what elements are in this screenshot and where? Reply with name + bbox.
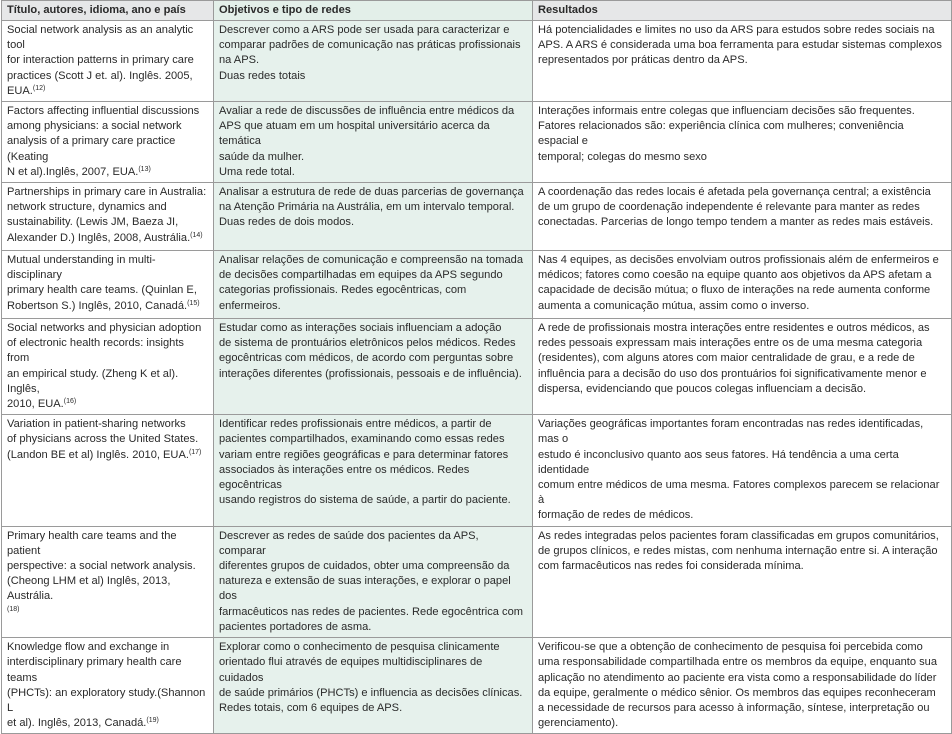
header-row (2, 1, 952, 21)
objectives-text: Descrever como a ARS pode ser usada para caracterizar e comparar padrões de comunicação nas práticas profissionais na APS. Duas redes totais (219, 24, 521, 82)
results-cell (533, 21, 952, 102)
reference-number: (17) (188, 448, 202, 456)
objectives-cell (214, 415, 533, 526)
reference-number: (18) (7, 605, 20, 613)
study-title-cell (2, 415, 214, 526)
results-cell (533, 415, 952, 526)
column-header-objectives: Objetivos e tipo de redes (214, 1, 533, 21)
reference-number: (13) (138, 165, 151, 173)
study-title-text: Factors affecting influential discussions among physicians: a social network analysis of a primary care practice (Keating N et al).Inglês, 2007, EUA. (7, 105, 200, 178)
study-title-cell (2, 319, 214, 415)
objectives-cell (214, 319, 533, 415)
results-text: Interações informais entre colegas que influenciam decisões são frequentes. Fatores relacionados são: experiência clínica com mulheres; conveniência espacial e temporal; colegas do mesmo sexo (538, 105, 915, 163)
results-cell (533, 638, 952, 734)
reference-number: (19) (146, 717, 159, 725)
results-cell (533, 526, 952, 637)
reference-number: (15) (187, 299, 200, 307)
objectives-text: Analisar relações de comunicação e compreensão na tomada de decisões compartilhadas em equipes da APS segundo categorias profissionais. Redes egocêntricas, com enfermeiros. (219, 254, 524, 312)
study-title-text: Social network analysis as an analytic tool for interaction patterns in primary care practices (Scott J et. al). Inglês. 2005, EUA. (7, 24, 194, 97)
study-title (7, 529, 209, 620)
results-text: Variações geográficas importantes foram encontradas nas redes identificadas, mas o estudo é inconclusivo quanto aos seus fatores. Há tendência a uma certa identidade comum entre médicos de uma mesma. Fatores complexos parecem se relacionar à formação de redes de médicos. (538, 418, 940, 522)
study-title-cell (2, 183, 214, 251)
table-row (2, 21, 952, 102)
table-row (2, 415, 952, 526)
results-cell (533, 102, 952, 183)
results-text: Nas 4 equipes, as decisões envolviam outros profissionais além de enfermeiros e médicos; fatores como coesão na equipe quanto aos objetivos da APS afetam a capacidade de decisão mútua; o fluxo de interações na rede aumenta conforme aumenta a comunicação mútua, assim como o inverso. (538, 254, 939, 312)
study-title-cell (2, 638, 214, 734)
column-header-results: Resultados (533, 1, 952, 21)
objectives-cell (214, 102, 533, 183)
results-cell (533, 319, 952, 415)
study-title (7, 640, 209, 731)
table-row (2, 526, 952, 637)
results-text: A rede de profissionais mostra interações entre residentes e outros médicos, as redes pessoais expressam mais interações entre os de uma mesma categoria (residentes), com alguns atores com maior centralidade de grau, e a rede de influência para a decisão do uso dos prontuários foi significativamente menor e dispersa, evidenciando que poucos colegas influenciam a decisão. (538, 322, 930, 395)
results-text: As redes integradas pelos pacientes foram classificadas em grupos comunitários, de grupos clínicos, e redes mistas, com nenhuma internação entre si. A interação com farmacêuticos nas redes foi considerada mínima. (538, 529, 939, 573)
table-row (2, 251, 952, 319)
table-row (2, 102, 952, 183)
study-title (7, 253, 209, 314)
reference-number: (12) (32, 84, 46, 92)
study-title-cell (2, 251, 214, 319)
study-title (7, 104, 209, 180)
study-title-cell (2, 21, 214, 102)
objectives-text: Explorar como o conhecimento de pesquisa clinicamente orientado flui através de equipes multidisciplinares de cuidados de saúde primários (PHCTs) e influencia as decisões clínicas. Redes totais, com 6 equipes de APS. (219, 641, 523, 714)
results-text: A coordenação das redes locais é afetada pela governança central; a existência de um grupo de coordenação independente é relevante para manter as redes conectadas. Parcerias de longo tempo tendem a manter as redes mais estáveis. (538, 186, 934, 229)
table-row (2, 638, 952, 734)
study-title (7, 417, 209, 463)
objectives-cell (214, 638, 533, 734)
objectives-text: Estudar como as interações sociais influenciam a adoção de sistema de prontuários eletrônicos pelos médicos. Redes egocêntricas com médicos, de acordo com perguntas sobre interações diferentes (profissionais, pessoais e de influência). (219, 322, 522, 380)
objectives-cell (214, 183, 533, 251)
table-row (2, 319, 952, 415)
table-row (2, 183, 952, 251)
results-text: Há potencialidades e limites no uso da ARS para estudos sobre redes sociais na APS. A ARS é considerada uma boa ferramenta para estudar sistemas complexos representados por práticas dentro da APS. (538, 24, 942, 67)
objectives-text: Analisar a estrutura de rede de duas parcerias de governança na Atenção Primária na Austrália, em um intervalo temporal. Duas redes de dois modos. (219, 186, 524, 229)
objectives-text: Identificar redes profissionais entre médicos, a partir de pacientes compartilhados, examinando como essas redes variam entre regiões geográficas e para determinar fatores associados às interações entre os médicos. Redes egocêntricas usando registros do sistema de saúde, a partir do paciente. (219, 418, 511, 507)
results-text: Verificou-se que a obtenção de conhecimento de pesquisa foi percebida como uma responsabilidade compartilhada entre os membros da equipe, enquanto sua aplicação no atendimento ao paciente era vista como a responsabilidade do líder da equipe, geralmente o médico sênior. Os membros das equipes reconheceram a necessidade de recursos para acesso à informação, síntese, interpretação ou gerenciamento). (538, 641, 938, 730)
study-title-text: Social networks and physician adoption of electronic health records: insights from an empirical study. (Zheng K et al). Inglês, 2010, EUA. (7, 322, 202, 411)
objectives-text: Descrever as redes de saúde dos pacientes da APS, comparar diferentes grupos de cuidados, obter uma compreensão da natureza e extensão de suas interações, e explorar o papel dos farmacêuticos nas redes de pacientes. Rede egocêntrica com pacientes portadores de asma. (219, 529, 524, 633)
reference-number: (14) (190, 231, 203, 239)
study-title (7, 185, 209, 246)
objectives-cell (214, 21, 533, 102)
study-title-text: Partnerships in primary care in Australia: network structure, dynamics and sustainability. (Lewis JM, Baeza JI, Alexander D.) Inglês, 2008, Austrália. (7, 186, 207, 244)
column-header-title: Título, autores, idioma, ano e país (2, 1, 214, 21)
study-title-cell (2, 102, 214, 183)
results-cell (533, 183, 952, 251)
study-title-text: Knowledge flow and exchange in interdisciplinary primary health care teams (PHCTs): an exploratory study.(Shannon L et al). Inglês, 2013, Canadá. (7, 641, 206, 730)
study-title-text: Variation in patient-sharing networks of physicians across the United States. (Landon BE et al) Inglês. 2010, EUA. (7, 418, 199, 461)
study-title (7, 23, 209, 99)
objectives-cell (214, 251, 533, 319)
objectives-text: Avaliar a rede de discussões de influência entre médicos da APS que atuam em um hospital universitário acerca da temática saúde da mulher. Uma rede total. (219, 105, 515, 178)
study-title (7, 321, 209, 412)
objectives-cell (214, 526, 533, 637)
results-cell (533, 251, 952, 319)
study-title-text: Primary health care teams and the patient perspective: a social network analysis. (Cheong LHM et al) Inglês, 2013, Austrália. (7, 529, 196, 603)
study-title-cell (2, 526, 214, 637)
studies-table (1, 0, 952, 734)
study-title-text: Mutual understanding in multi-disciplinary primary health care teams. (Quinlan E, Robertson S.) Inglês, 2010, Canadá. (7, 254, 197, 312)
reference-number: (16) (63, 398, 77, 406)
